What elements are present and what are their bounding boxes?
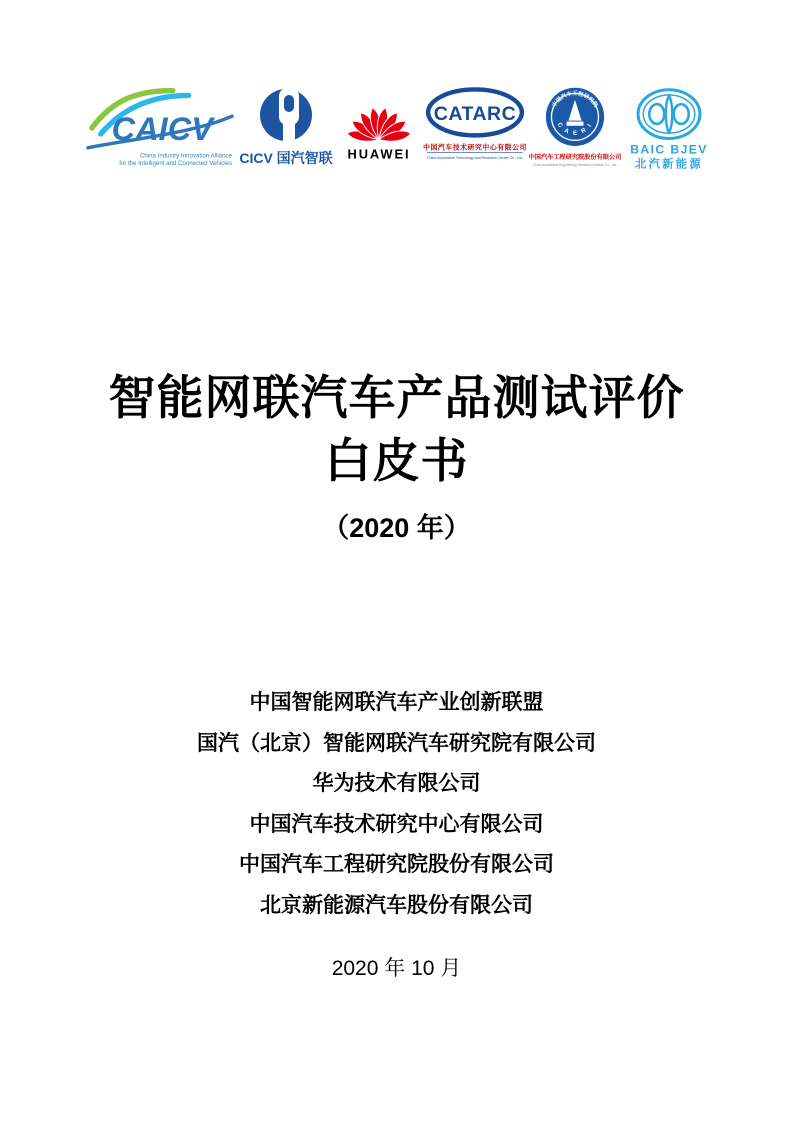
partner-logos-row [86, 84, 714, 176]
cicv-circle-icon [260, 88, 312, 142]
document-title-line2: 白皮书 [324, 434, 469, 487]
caicv-tagline-line1: China Industry Innovation Alliance [139, 152, 233, 160]
document-title-line1: 智能网联汽车产品测试评价 [108, 371, 685, 424]
title-block [0, 366, 793, 545]
organization-item: 国汽（北京）智能网联汽车研究院有限公司 [197, 731, 596, 755]
caeri-seal-top-text: 中国汽车工程研究院 [551, 91, 599, 109]
baic-wordmark: BAIC BJEV [630, 142, 708, 157]
caicv-wordmark: CAICV [111, 110, 213, 147]
huawei-logo [337, 89, 421, 171]
baic-cn-name: 北汽新能源 [634, 158, 703, 171]
organization-item: 中国智能网联汽车产业创新联盟 [249, 691, 544, 714]
caicv-logo [86, 86, 234, 174]
document-year-subtitle: （2020 年） [322, 513, 471, 543]
author-organizations-list [0, 683, 793, 926]
organization-item: 华为技术有限公司 [312, 772, 481, 795]
caeri-en-name: China Automotive Engineering Research Institute Co., Ltd. [533, 163, 618, 168]
baic-emblem-icon [638, 90, 700, 139]
organization-item: 中国汽车技术研究中心有限公司 [249, 812, 544, 836]
huawei-flower-icon [346, 107, 411, 144]
caeri-logo [528, 85, 622, 175]
catarc-en-name: China Automotive Technology and Research Center Co., Ltd. [426, 155, 523, 160]
caeri-cn-name: 中国汽车工程研究院股份有限公司 [528, 154, 622, 162]
huawei-wordmark: HUAWEI [347, 146, 411, 162]
catarc-cn-name: 中国汽车技术研究中心有限公司 [422, 144, 527, 152]
baic-bjev-logo [624, 86, 714, 174]
catarc-wordmark: CATARC [433, 103, 517, 126]
publish-date: 2020 年 10 月 [331, 957, 462, 980]
caeri-seal-bottom-text: C A E R I [556, 121, 595, 137]
caicv-tagline-line2: for the Intelligent and Connected Vehicles [119, 160, 233, 168]
organization-item: 中国汽车工程研究院股份有限公司 [239, 853, 554, 876]
cicv-wordmark: CICV 国汽智联 [238, 150, 333, 166]
organization-item: 北京新能源汽车股份有限公司 [260, 893, 533, 917]
catarc-logo [423, 87, 527, 173]
cicv-logo [236, 88, 336, 172]
